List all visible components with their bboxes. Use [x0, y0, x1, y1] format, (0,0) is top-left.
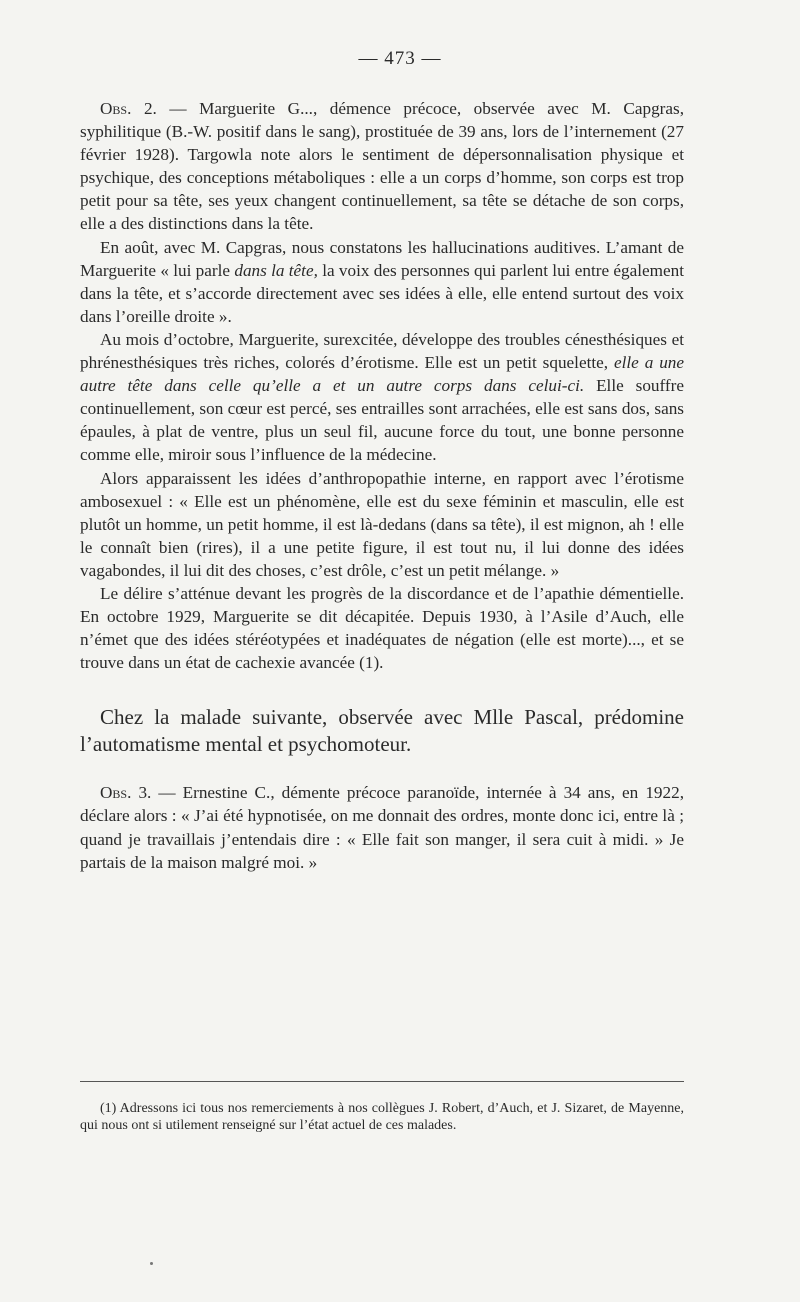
footnote: (1) Adressons ici tous nos remerciements à nos collègues J. Robert, d’Auch, et J. Sizaret, de Mayenne, qui nous ont si utilement renseigné sur l’état actuel de ces malades. — [80, 1101, 684, 1133]
obs3-paragraph — [80, 781, 684, 873]
footnote-divider — [80, 1081, 684, 1082]
obs-label: Obs. — [100, 783, 132, 803]
section-heading: Chez la malade suivante, observée avec Mlle Pascal, prédomine l’automatisme mental et psychomoteur. — [80, 705, 684, 757]
obs2-p1-text: 2. — Marguerite G..., démence précoce, observée avec M. Capgras, syphilitique (B.-W. positif dans le sang), prostituée de 39 ans, lors de l’internement (27 février 1928). Targowla note alors le sentiment de dépersonnalisation physique et psychique, des conceptions métaboliques : elle a un corps d’homme, son corps est trop petit pour sa tête, ses yeux changent continuellement, sa tête se détache de son corps, elle a des distinctions dans la tête. — [80, 99, 685, 234]
obs2-p3-text-a: Au mois d’octobre, Marguerite, surexcitée, développe des troubles cénesthésiques et phrénesthésiques très riches, colorés d’érotisme. Elle est un petit squelette, — [80, 329, 684, 373]
obs2-p3-text-b: Elle souffre continuellement, son cœur est percé, ses entrailles sont arrachées, elle est sans dos, sans épaules, à plat de ventre, plus un seul fil, aucune force du tout, une bonne personne comme elle, miroir sous l’influence de la médecine. — [80, 376, 684, 465]
obs2-paragraph-3 — [80, 328, 684, 467]
obs2-p2-text-a: En août, avec M. Capgras, nous constatons les hallucinations auditives. L’amant de Marguerite « lui parle — [80, 237, 684, 280]
obs2-paragraph-4: Alors apparaissent les idées d’anthropopathie interne, en rapport avec l’érotisme ambosexuel : « Elle est un phénomène, elle est du sexe féminin et masculin, elle est plutôt un homme, un petit homme, il est là-dedans (dans sa tête), il est mignon, ah ! elle le connaît bien (rires), il a une petite figure, il est tout nu, il lui donne des idées vagabondes, il lui dit des choses, c’est drôle, c’est un petit mélange. » — [80, 468, 684, 580]
obs2-p3-italic: elle a une autre tête dans celle qu’elle a et un autre corps dans celui-ci. — [80, 353, 685, 396]
page-number-header: — 473 — — [358, 48, 442, 69]
obs2-p2-italic: dans la tête, — [234, 260, 318, 280]
obs2-paragraph-1 — [80, 97, 684, 236]
obs-label: Obs. — [100, 99, 132, 118]
body-text — [80, 97, 684, 874]
obs3-text: 3. — Ernestine C., démente précoce paranoïde, internée à 34 ans, en 1922, déclare alors : « J’ai été hypnotisée, on me donnait des ordres, monte donc ici, entre là ; quand je travaillais j’entendais dire : « Elle fait son manger, il sera cuit à midi. » Je partais de la maison malgré moi. » — [80, 783, 684, 872]
obs2-paragraph-2 — [80, 236, 684, 328]
obs2-paragraph-5: Le délire s’atténue devant les progrès de la discordance et de l’apathie démentielle. En octobre 1929, Marguerite se dit décapitée. Depuis 1930, à l’Asile d’Auch, elle n’émet que des idées stéréotypées et inadéquates de négation (elle est morte)..., et se trouve dans un état de cachexie avancée (1). — [80, 583, 684, 673]
print-speck — [150, 1262, 153, 1265]
obs2-p2-text-b: la voix des personnes qui parlent lui entre également dans la tête, et s’accorde directement avec ses idées à elle, elle entend surtout des voix dans l’oreille droite ». — [80, 260, 685, 326]
